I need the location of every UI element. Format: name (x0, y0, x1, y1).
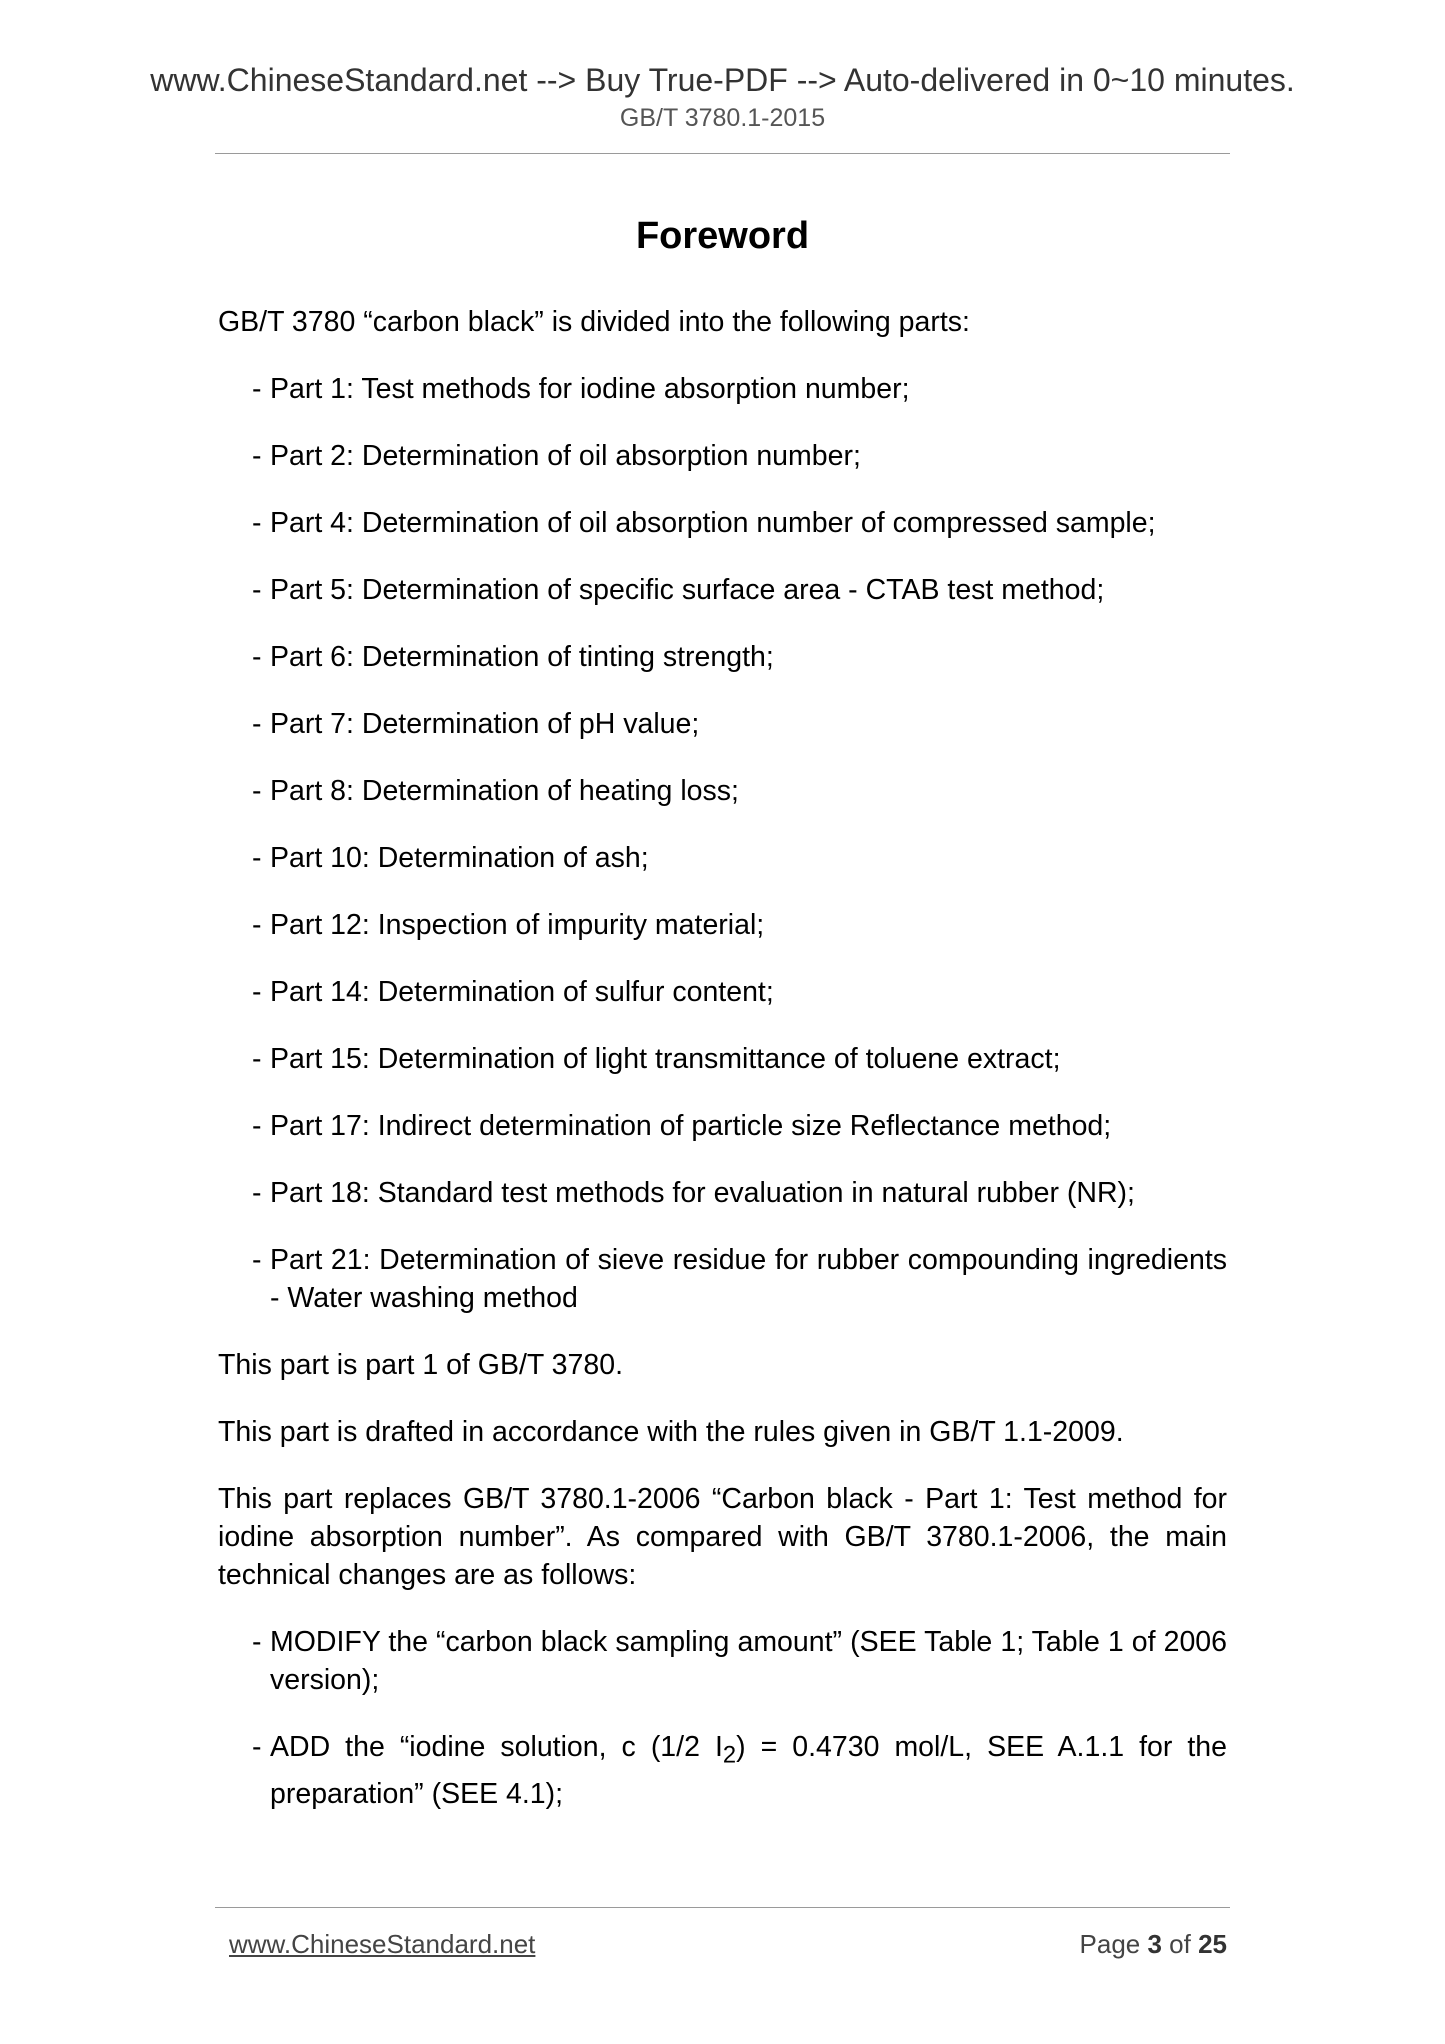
list-item (252, 973, 1227, 1011)
list-item (252, 1241, 1227, 1317)
list-dash: - (252, 1177, 262, 1209)
list-item (252, 437, 1227, 475)
list-dash: - (252, 440, 262, 472)
list-dash: - (252, 574, 262, 606)
page-prefix: Page (1079, 1929, 1148, 1959)
part-text: Part 8: Determination of heating loss; (270, 775, 739, 807)
list-item (252, 1728, 1227, 1813)
list-dash: - (252, 842, 262, 874)
replaces-paragraph: This part replaces GB/T 3780.1-2006 “Carbon black - Part 1: Test method for iodine absorption number”. As compared with GB/T 3780.1-2006, the main technical changes are as follows: (218, 1483, 1227, 1591)
list-dash: - (252, 373, 262, 405)
list-dash: - (252, 1731, 262, 1763)
part-of-paragraph: This part is part 1 of GB/T 3780. (218, 1349, 623, 1381)
part-text: Part 10: Determination of ash; (270, 842, 649, 874)
page-title: Foreword (635, 215, 810, 257)
subscript: 2 (722, 1741, 737, 1769)
part-text: Part 1: Test methods for iodine absorption number; (270, 373, 910, 405)
list-item (252, 638, 1227, 676)
footer-divider (215, 1907, 1230, 1908)
list-item (252, 504, 1227, 542)
list-item (252, 1107, 1227, 1145)
part-text: Part 15: Determination of light transmittance of toluene extract; (270, 1043, 1061, 1075)
list-item (252, 370, 1227, 408)
list-dash: - (252, 1110, 262, 1142)
part-text: Part 17: Indirect determination of particle size Reflectance method; (270, 1110, 1112, 1142)
change-add-text-start: ADD the “iodine solution, c (1/2 I (270, 1731, 723, 1763)
list-dash: - (252, 641, 262, 673)
change-add-text (270, 1728, 1227, 1813)
list-item (252, 705, 1227, 743)
part-text: Part 2: Determination of oil absorption number; (270, 440, 861, 472)
list-dash: - (252, 1626, 262, 1658)
list-item (252, 1174, 1227, 1212)
list-dash: - (252, 1043, 262, 1075)
part-text: Part 7: Determination of pH value; (270, 708, 700, 740)
document-body (218, 303, 1227, 1842)
list-dash: - (252, 708, 262, 740)
part-text: Part 14: Determination of sulfur content; (270, 976, 774, 1008)
document-code: GB/T 3780.1-2015 (619, 104, 826, 132)
header-banner: www.ChineseStandard.net --> Buy True-PDF --> Auto-delivered in 0~10 minutes. (150, 62, 1295, 98)
list-dash: - (252, 909, 262, 941)
drafted-paragraph: This part is drafted in accordance with the rules given in GB/T 1.1-2009. (218, 1416, 1124, 1448)
list-item (252, 772, 1227, 810)
list-item (252, 1040, 1227, 1078)
list-item (252, 839, 1227, 877)
parts-list (218, 370, 1227, 1317)
list-item (252, 571, 1227, 609)
header-divider (215, 153, 1230, 154)
part-text: Part 12: Inspection of impurity material; (270, 909, 765, 941)
change-modify-text: MODIFY the “carbon black sampling amount” (SEE Table 1; Table 1 of 2006 version); (270, 1626, 1227, 1696)
page-of: of (1161, 1929, 1199, 1959)
part-text: Part 4: Determination of oil absorption number of compressed sample; (270, 507, 1156, 539)
change-add-text-end: ) = 0.4730 mol/L, SEE A.1.1 for the preparation” (SEE 4.1); (270, 1731, 1227, 1810)
page-current: 3 (1147, 1929, 1162, 1959)
part-text: Part 5: Determination of specific surface area - CTAB test method; (270, 574, 1105, 606)
footer-website-link[interactable]: www.ChineseStandard.net (229, 1929, 536, 1959)
list-dash: - (252, 507, 262, 539)
list-item (252, 906, 1227, 944)
list-item (252, 1623, 1227, 1699)
part-text: Part 18: Standard test methods for evaluation in natural rubber (NR); (270, 1177, 1135, 1209)
list-dash: - (252, 775, 262, 807)
page-number (1080, 1926, 1227, 1962)
list-dash: - (252, 1244, 262, 1276)
intro-paragraph: GB/T 3780 “carbon black” is divided into the following parts: (218, 306, 970, 338)
part-text: Part 21: Determination of sieve residue for rubber compounding ingredients - Water washing method (270, 1244, 1227, 1314)
list-dash: - (252, 976, 262, 1008)
part-text: Part 6: Determination of tinting strength; (270, 641, 774, 673)
changes-list (218, 1623, 1227, 1813)
page-total: 25 (1198, 1929, 1227, 1959)
